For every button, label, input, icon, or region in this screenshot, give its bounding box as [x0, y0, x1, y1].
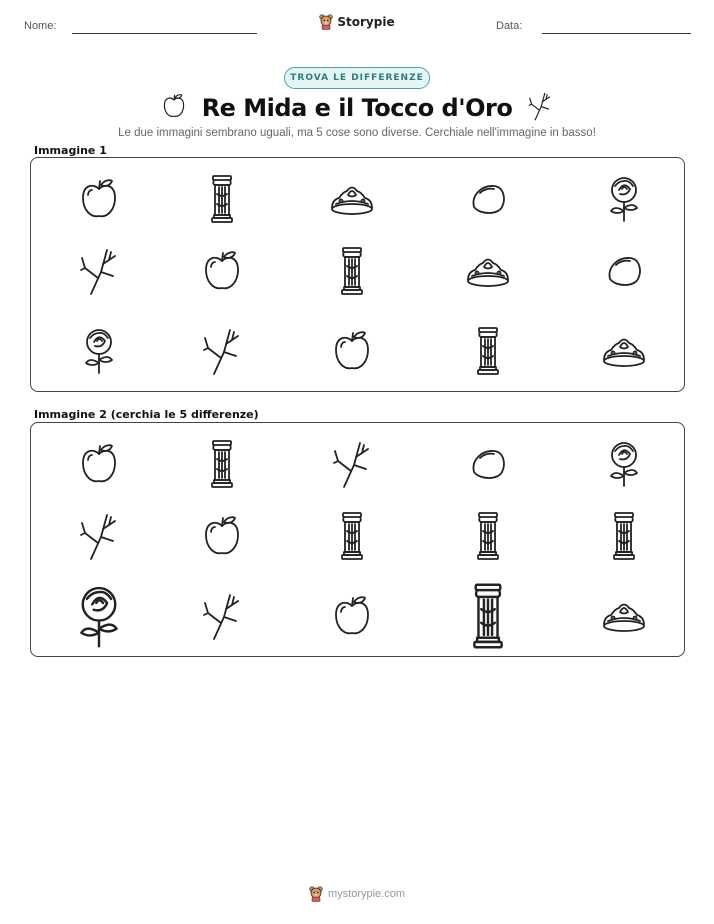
- brand-name: Storypie: [337, 15, 395, 29]
- img2-column-icon[interactable]: [428, 501, 548, 571]
- footer: [0, 886, 714, 902]
- branch-icon: [528, 91, 552, 125]
- img1-apple-icon: [39, 164, 159, 234]
- img2-crown-icon[interactable]: [564, 581, 684, 651]
- img2-apple-icon[interactable]: [39, 429, 159, 499]
- img1-branch-icon: [162, 316, 282, 386]
- img1-column-icon: [162, 164, 282, 234]
- instructions: Le due immagini sembrano uguali, ma 5 cose sono diverse. Cerchiale nell'immagine in basso!: [118, 127, 596, 139]
- img1-crown-icon: [564, 316, 684, 386]
- img1-stone-icon: [428, 164, 548, 234]
- bear-icon: [319, 14, 333, 30]
- title-row: [0, 91, 714, 125]
- date-field-line[interactable]: [542, 33, 691, 34]
- img2-branch-icon[interactable]: [39, 501, 159, 571]
- img2-branch-icon[interactable]: [292, 429, 412, 499]
- brand-logo: [0, 14, 714, 30]
- img2-rose-icon[interactable]: [564, 429, 684, 499]
- img1-column-icon: [428, 316, 548, 386]
- img1-branch-icon: [39, 236, 159, 306]
- page-title: Re Mida e il Tocco d'Oro: [201, 94, 513, 122]
- activity-badge: TROVA LE DIFFERENZE: [284, 67, 430, 89]
- apple-icon: [162, 92, 186, 124]
- img2-rose-icon[interactable]: [39, 581, 159, 651]
- img1-apple-icon: [162, 236, 282, 306]
- img1-column-icon: [292, 236, 412, 306]
- img2-column-icon[interactable]: [428, 581, 548, 651]
- img1-stone-icon: [564, 236, 684, 306]
- img2-column-icon[interactable]: [162, 429, 282, 499]
- image1-label: Immagine 1: [34, 144, 107, 157]
- image1-panel: [30, 157, 685, 392]
- name-label: Nome:: [24, 20, 57, 32]
- footer-url: mystorypie.com: [327, 888, 406, 900]
- bear-icon: [309, 886, 323, 902]
- image2-label: Immagine 2 (cerchia le 5 differenze): [34, 408, 259, 421]
- image2-panel[interactable]: [30, 422, 685, 657]
- img2-apple-icon[interactable]: [162, 501, 282, 571]
- img1-apple-icon: [292, 316, 412, 386]
- img2-apple-icon[interactable]: [292, 581, 412, 651]
- img2-column-icon[interactable]: [564, 501, 684, 571]
- date-label: Data:: [496, 20, 523, 32]
- img1-crown-icon: [428, 236, 548, 306]
- img1-rose-icon: [39, 316, 159, 386]
- img1-rose-icon: [564, 164, 684, 234]
- img2-column-icon[interactable]: [292, 501, 412, 571]
- img1-crown-icon: [292, 164, 412, 234]
- name-field-line[interactable]: [72, 33, 257, 34]
- img2-branch-icon[interactable]: [162, 581, 282, 651]
- img2-stone-icon[interactable]: [428, 429, 548, 499]
